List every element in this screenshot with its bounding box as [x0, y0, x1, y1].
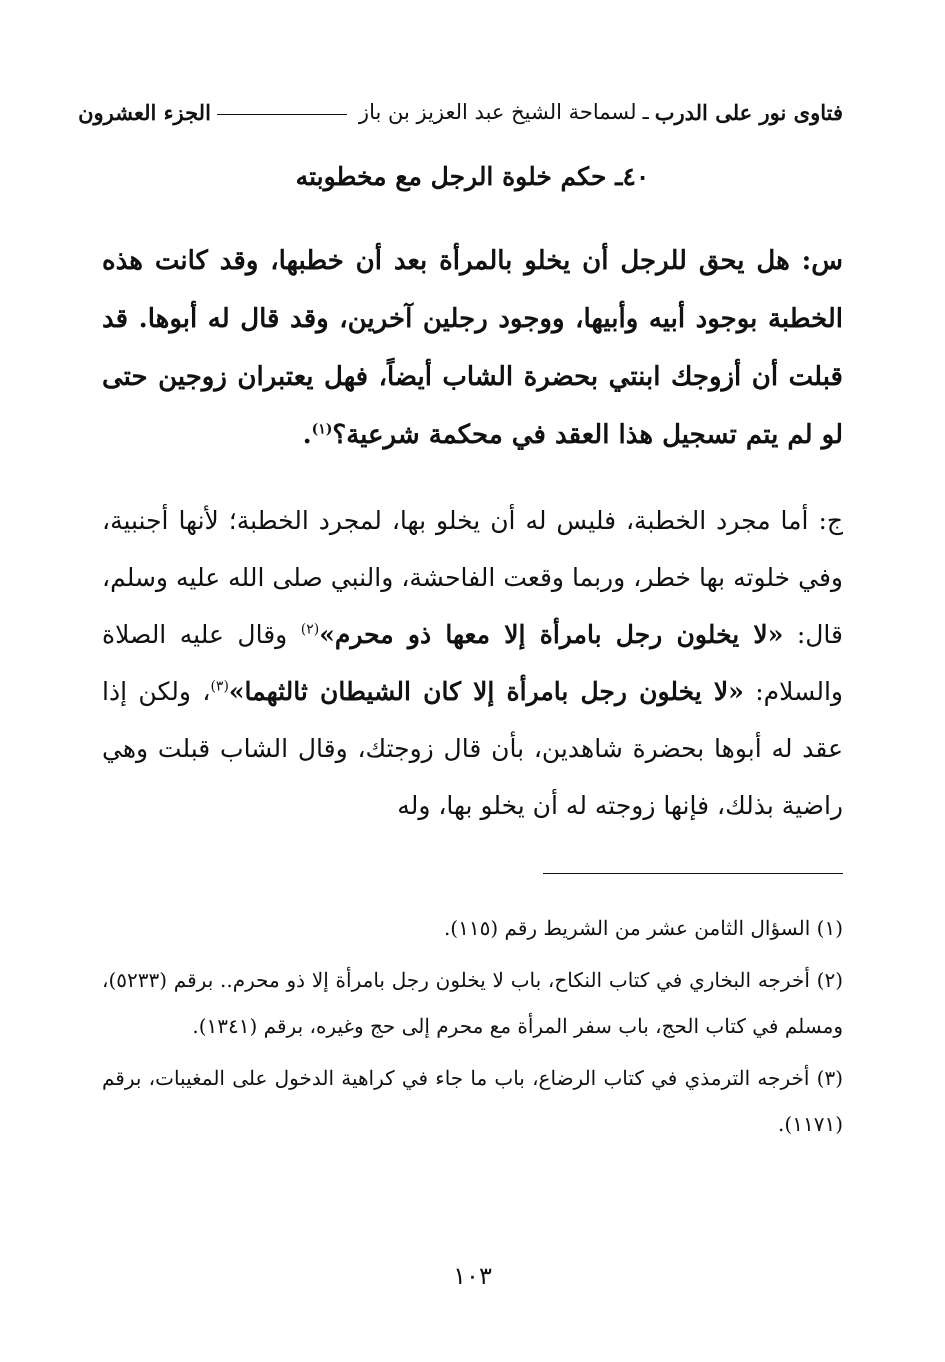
question-text: س: هل يحق للرجل أن يخلو بالمرأة بعد أن خطبها، وقد كانت هذه الخطبة بوجود أبيه وأبيها، ووجود رجلين آخرين، وقد قال له أبوها. قد قبلت أن أزوجك ابنتي بحضرة الشاب أيضاً، فهل يعتبران زوجين حتى لو لم يتم تسجيل هذا العقد في محكمة شرعية؟ [102, 246, 843, 450]
footnote-3: (٣) أخرجه الترمذي في كتاب الرضاع، باب ما جاء في كراهية الدخول على المغيبات، برقم (١١٧١). [102, 1066, 843, 1136]
answer-paragraph [102, 492, 843, 834]
question-paragraph [102, 232, 843, 464]
footnote-ref-3[interactable]: (٣) [210, 678, 229, 695]
header-book-title: فتاوى نور على الدرب [654, 99, 843, 125]
running-header [78, 92, 843, 132]
answer-part-2: وقال عليه الصلاة والسلام: [102, 620, 844, 706]
footnote-2: (٢) أخرجه البخاري في كتاب النكاح، باب لا يخلون رجل بامرأة إلا ذو محرم.. برقم (٥٢٣٣)، ومسلم في كتاب الحج، باب سفر المرأة مع محرم إلى حج وغيره، برقم (١٣٤١). [102, 968, 843, 1038]
footnote-ref-2[interactable]: (٢) [300, 621, 320, 638]
question-end: . [302, 420, 312, 450]
page-number: ١٠٣ [453, 1262, 492, 1290]
hadith-quote-1: «لا يخلون رجل بامرأة إلا معها ذو محرم» [319, 620, 784, 649]
footnote-divider [543, 873, 843, 874]
answer-part-1: ج: أما مجرد الخطبة، فليس له أن يخلو بها، لمجرد الخطبة؛ لأنها أجنبية، وفي خلوته بها خطر، وربما وقعت الفاحشة، والنبي صلى الله عليه وسلم، قال: [102, 506, 843, 649]
header-book-info [211, 100, 843, 125]
fatwa-title: ٤٠ـ حكم خلوة الرجل مع مخطوبته [295, 162, 650, 191]
footnote-ref-1[interactable]: (١) [311, 421, 333, 438]
footnotes [102, 905, 843, 1147]
header-author: لسماحة الشيخ عبد العزيز بن باز [358, 100, 637, 124]
header-separator: ـ [642, 100, 649, 124]
footnote-1: (١) السؤال الثامن عشر من الشريط رقم (١١٥). [443, 916, 843, 940]
header-volume: الجزء العشرون [78, 99, 211, 125]
header-rule [217, 114, 347, 115]
answer-part-3: ، ولكن إذا عقد له أبوها بحضرة شاهدين، بأن قال زوجتك، وقال الشاب قبلت وهي راضية بذلك، فإنها زوجته له أن يخلو بها، وله [102, 677, 843, 820]
hadith-quote-2: «لا يخلون رجل بامرأة إلا كان الشيطان ثالثهما» [228, 677, 744, 706]
